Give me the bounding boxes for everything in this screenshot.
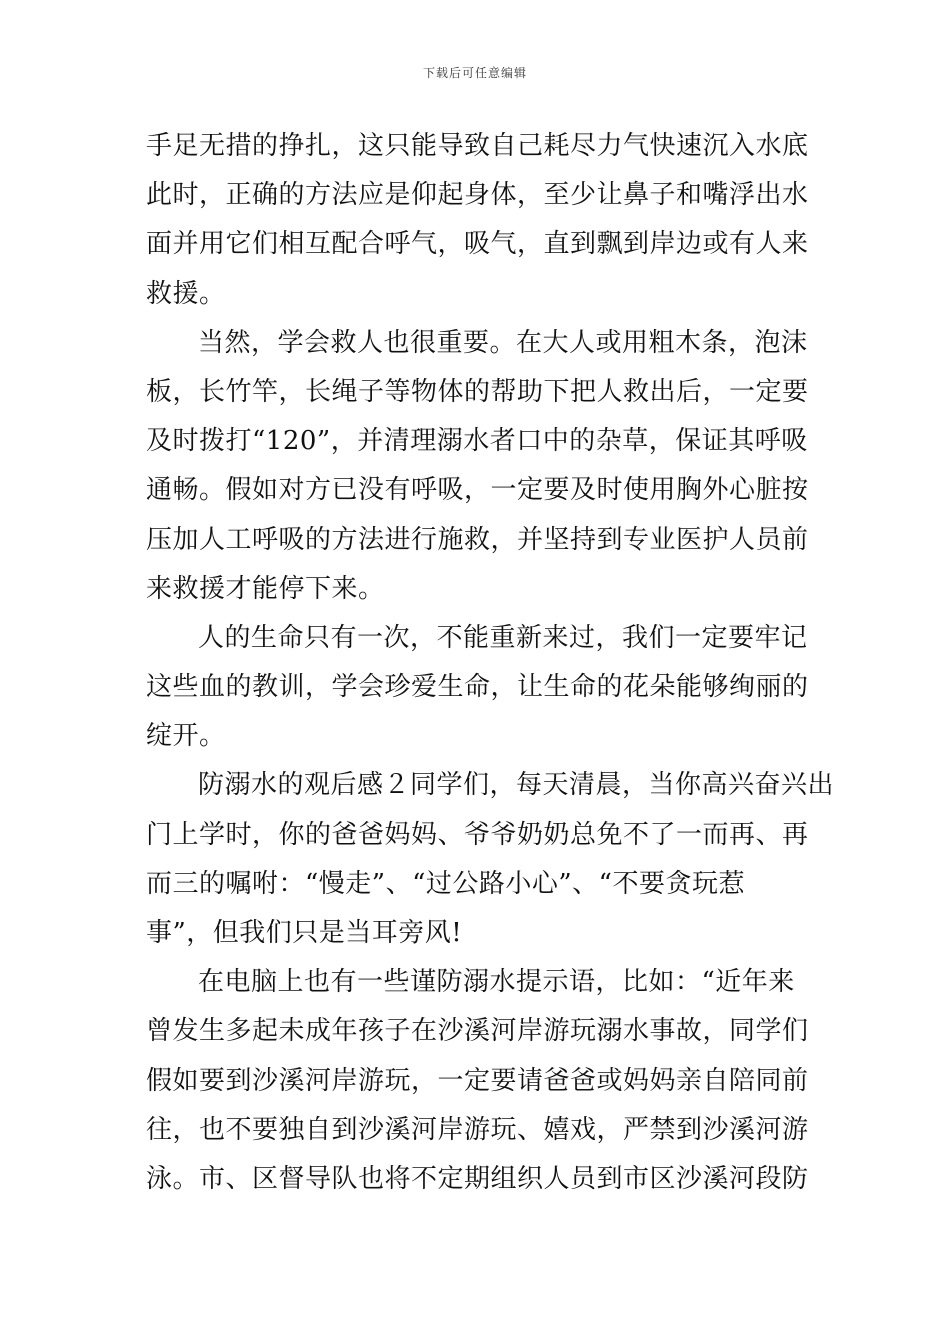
text-line: 通畅。假如对方已没有呼吸，一定要及时使用胸外心脏按 <box>146 475 809 506</box>
text-line: 来救援才能停下来。 <box>146 573 385 604</box>
text-line: 假如要到沙溪河岸游玩，一定要请爸爸或妈妈亲自陪同前 <box>146 1065 809 1096</box>
text-line: 事”，但我们只是当耳旁风! <box>146 918 463 948</box>
document-body <box>146 122 835 1204</box>
paragraph <box>146 761 835 958</box>
paragraph <box>146 958 808 1204</box>
text-line: 曾发生多起未成年孩子在沙溪河岸游玩溺水事故，同学们 <box>146 1016 809 1047</box>
text-line: 板，长竹竿，长绳子等物体的帮助下把人救出后，一定要 <box>146 376 809 407</box>
text-line: 防溺水的观后感２同学们，每天清晨，当你高兴奋兴出 <box>198 770 835 801</box>
text-line: 救援。 <box>146 278 226 309</box>
text-line: 而三的嘱咐：“慢走”、“过公路小心”、“不要贪玩惹 <box>146 868 745 899</box>
text-line: 及时拨打“120”，并清理溺水者口中的杂草，保证其呼吸 <box>146 426 808 457</box>
text-line: 绽开。 <box>146 721 226 752</box>
text-line: 此时，正确的方法应是仰起身体，至少让鼻子和嘴浮出水 <box>146 180 809 211</box>
text-line: 面并用它们相互配合呼气，吸气，直到飘到岸边或有人来 <box>146 229 809 260</box>
text-line: 门上学时，你的爸爸妈妈、爷爷奶奶总免不了一而再、再 <box>146 819 809 850</box>
paragraph <box>146 319 808 614</box>
page-header: 下载后可任意编辑 <box>422 66 527 80</box>
paragraph <box>146 122 808 319</box>
text-line: 手足无措的挣扎，这只能导致自己耗尽力气快速沉入水底 <box>146 131 809 161</box>
text-line: 当然，学会救人也很重要。在大人或用粗木条，泡沫 <box>198 327 808 358</box>
text-line: 这些血的教训，学会珍爱生命，让生命的花朵能够绚丽的 <box>146 672 809 703</box>
text-line: 泳。市、区督导队也将不定期组织人员到市区沙溪河段防 <box>146 1163 809 1194</box>
paragraph <box>146 614 808 762</box>
text-line: 在电脑上也有一些谨防溺水提示语，比如：“近年来 <box>198 967 795 998</box>
text-line: 往，也不要独自到沙溪河岸游玩、嬉戏，严禁到沙溪河游 <box>146 1114 809 1145</box>
text-line: 压加人工呼吸的方法进行施救，并坚持到专业医护人员前 <box>146 524 809 555</box>
text-line: 人的生命只有一次，不能重新来过，我们一定要牢记 <box>198 622 808 653</box>
